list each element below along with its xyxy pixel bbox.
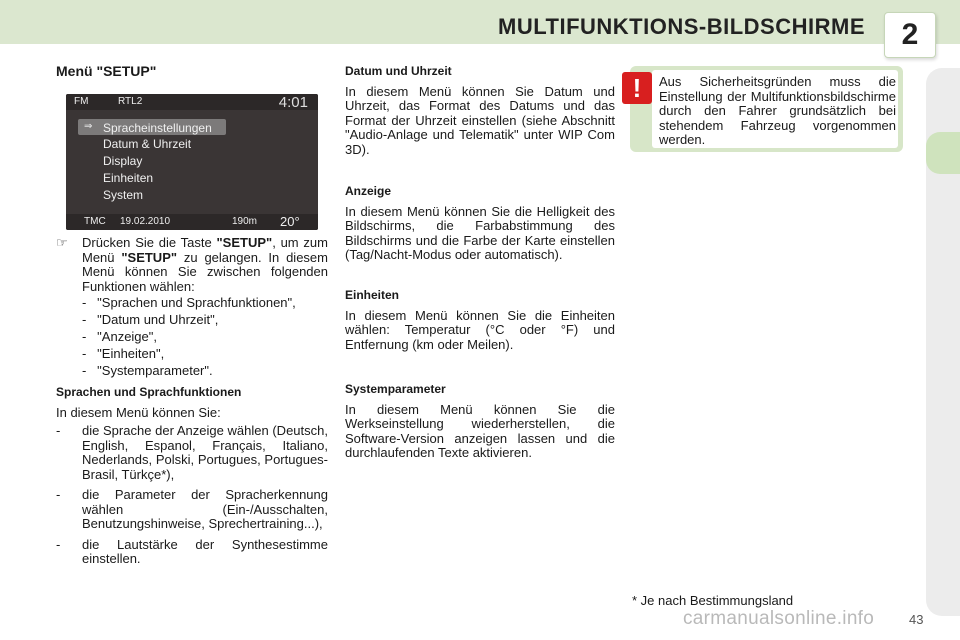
- sprachen-item: - die Lautstärke der Synthesestimme einstellen.: [56, 536, 328, 566]
- screen-station: RTL2: [118, 96, 143, 107]
- system-heading: Systemparameter: [345, 382, 446, 396]
- option-item: - "Datum und Uhrzeit",: [82, 312, 219, 327]
- einheiten-heading: Einheiten: [345, 288, 400, 302]
- einheiten-text: In diesem Menü können Sie die Einheiten wählen: Temperatur (°C oder °F) und Entfernung (km oder Meilen).: [345, 307, 615, 352]
- sprachen-item: - die Sprache der Anzeige wählen (Deutsch, English, Espanol, Français, Italiano, Nederlands, Polski, Portugues, Portugues-Brasil, Türkçe*),: [56, 423, 328, 482]
- instruction-prefix: Drücken Sie die Taste: [82, 235, 217, 250]
- datum-heading: Datum und Uhrzeit: [345, 64, 452, 78]
- instruction-block: [56, 236, 328, 381]
- setup-menu-label: "SETUP": [121, 249, 178, 265]
- chapter-badge: 2: [884, 12, 936, 58]
- page-title: MULTIFUNKTIONS-BILDSCHIRME: [498, 14, 865, 39]
- option-item: - "Systemparameter".: [82, 363, 213, 378]
- screen-tmc: TMC: [84, 216, 106, 227]
- screen-footer: [66, 214, 318, 230]
- page-number: 43: [909, 612, 924, 627]
- screen-menu-item: Datum & Uhrzeit: [103, 137, 192, 151]
- screen-menu-item: Spracheinstellungen: [103, 121, 212, 135]
- option-item: - "Anzeige",: [82, 329, 157, 344]
- screen-temp: 20°: [280, 214, 300, 229]
- left-column: [56, 64, 328, 79]
- instruction-suffix: zu gelangen. In diesem Menü können Sie zwischen folgenden Funktionen wählen:: [82, 249, 328, 294]
- setup-menu-title: Menü "SETUP": [56, 63, 157, 79]
- option-list: [82, 296, 328, 379]
- option-item: - "Einheiten",: [82, 346, 165, 361]
- instruction-item: [56, 236, 328, 294]
- system-section: [345, 382, 615, 461]
- anzeige-section: [345, 184, 615, 288]
- pointing-hand-icon: ☞: [56, 235, 68, 250]
- screen-date: 19.02.2010: [120, 216, 171, 227]
- anzeige-text: In diesem Menü können Sie die Helligkeit des Bildschirms, die Farbabstimmung des Bildschirms und die Farbe der Karte einstellen (Tag/Nacht-Modus oder automatisch).: [345, 203, 615, 262]
- einheiten-section: [345, 288, 615, 382]
- screen-menu-item: System: [103, 188, 144, 202]
- warning-text: Aus Sicherheitsgründen muss die Einstellung der Multifunktionsbildschirme durch den Fahrer grundsätzlich bei stehendem Fahrzeug vorgenommen werden.: [659, 74, 896, 147]
- system-text: In diesem Menü können Sie die Werkseinstellung wiederherstellen, die Software-Version anzeigen lassen und die durchlaufenden Texte aktivieren.: [345, 401, 615, 460]
- warning-icon: !: [622, 72, 652, 104]
- screen-clock: 4:01: [278, 94, 308, 111]
- anzeige-heading: Anzeige: [345, 184, 392, 198]
- screen-menu-item: Display: [103, 154, 143, 168]
- screen-distance: 190m: [232, 216, 258, 227]
- setup-screen-image: [66, 94, 318, 230]
- sprachen-heading: Sprachen und Sprachfunktionen: [56, 385, 242, 399]
- datum-section: [345, 64, 615, 184]
- side-tab-active[interactable]: [926, 132, 960, 174]
- sprachen-item: - die Parameter der Spracherkennung wählen (Ein-/Ausschalten, Benutzungshinweise, Sprechertraining...),: [56, 487, 328, 531]
- sprachen-intro: In diesem Menü können Sie:: [56, 404, 221, 420]
- footnote: * Je nach Bestimmungsland: [632, 593, 794, 608]
- instruction-mid: , um zum Menü: [82, 235, 328, 265]
- middle-column: [345, 64, 615, 461]
- screen-menu-item: Einheiten: [103, 171, 154, 185]
- sprachen-section: [56, 385, 328, 573]
- screen-arrow-icon: ⇒: [84, 121, 93, 132]
- watermark: carmanualsonline.info: [683, 608, 875, 629]
- setup-key-label: "SETUP": [216, 235, 273, 250]
- screen-fm-label: FM: [74, 96, 89, 107]
- datum-text: In diesem Menü können Sie Datum und Uhrzeit, das Format des Datums und das Format der Uhrzeit einstellen (siehe Abschnitt "Audio-Anlage und Telematik" unter WIP Com 3D).: [345, 83, 615, 157]
- option-item: - "Sprachen und Sprachfunktionen",: [82, 295, 296, 310]
